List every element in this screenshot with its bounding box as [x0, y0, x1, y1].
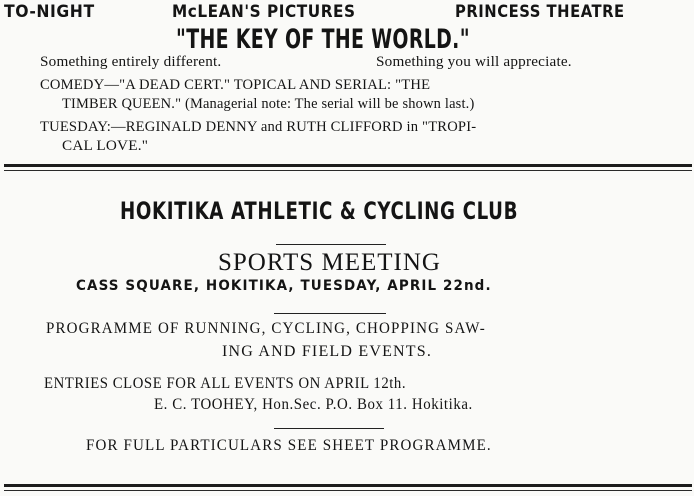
rule-under-venue [274, 313, 386, 314]
separator-bottom-fine [4, 490, 692, 491]
rule-under-club [276, 244, 386, 245]
tropical-line: CAL LOVE." [62, 137, 149, 154]
timber-line: TIMBER QUEEN." (Managerial note: The serial will be shown last.) [62, 95, 475, 112]
tagline-left: Something entirely different. [40, 53, 222, 70]
feature-title: "THE KEY OF THE WORLD." [176, 24, 470, 55]
entries-line: ENTRIES CLOSE FOR ALL EVENTS ON APRIL 12th. [44, 375, 407, 392]
separator-top [4, 164, 692, 167]
tuesday-line: TUESDAY:—REGINALD DENNY and RUTH CLIFFORD in "TROPI- [40, 118, 477, 135]
separator-bottom [4, 484, 692, 487]
rule-under-entries [274, 428, 384, 429]
event-title: SPORTS MEETING [218, 249, 441, 276]
tonight-label: TO-NIGHT [4, 2, 95, 22]
venue-line: CASS SQUARE, HOKITIKA, TUESDAY, APRIL 22nd. [76, 278, 492, 294]
particulars-line: FOR FULL PARTICULARS SEE SHEET PROGRAMME. [86, 437, 492, 454]
separator-top-fine [4, 170, 692, 171]
programme-line-2: ING AND FIELD EVENTS. [222, 343, 433, 360]
tagline-right: Something you will appreciate. [376, 53, 572, 70]
club-name: HOKITIKA ATHLETIC & CYCLING CLUB [120, 197, 519, 225]
programme-line-1: PROGRAMME OF RUNNING, CYCLING, CHOPPING SAW- [46, 320, 486, 337]
cinema-name: McLEAN'S PICTURES [172, 2, 356, 22]
theatre-name: PRINCESS THEATRE [455, 2, 625, 22]
comedy-line: COMEDY—"A DEAD CERT." TOPICAL AND SERIAL: "THE [40, 76, 431, 93]
secretary-line: E. C. TOOHEY, Hon.Sec. P.O. Box 11. Hokitika. [154, 396, 473, 413]
